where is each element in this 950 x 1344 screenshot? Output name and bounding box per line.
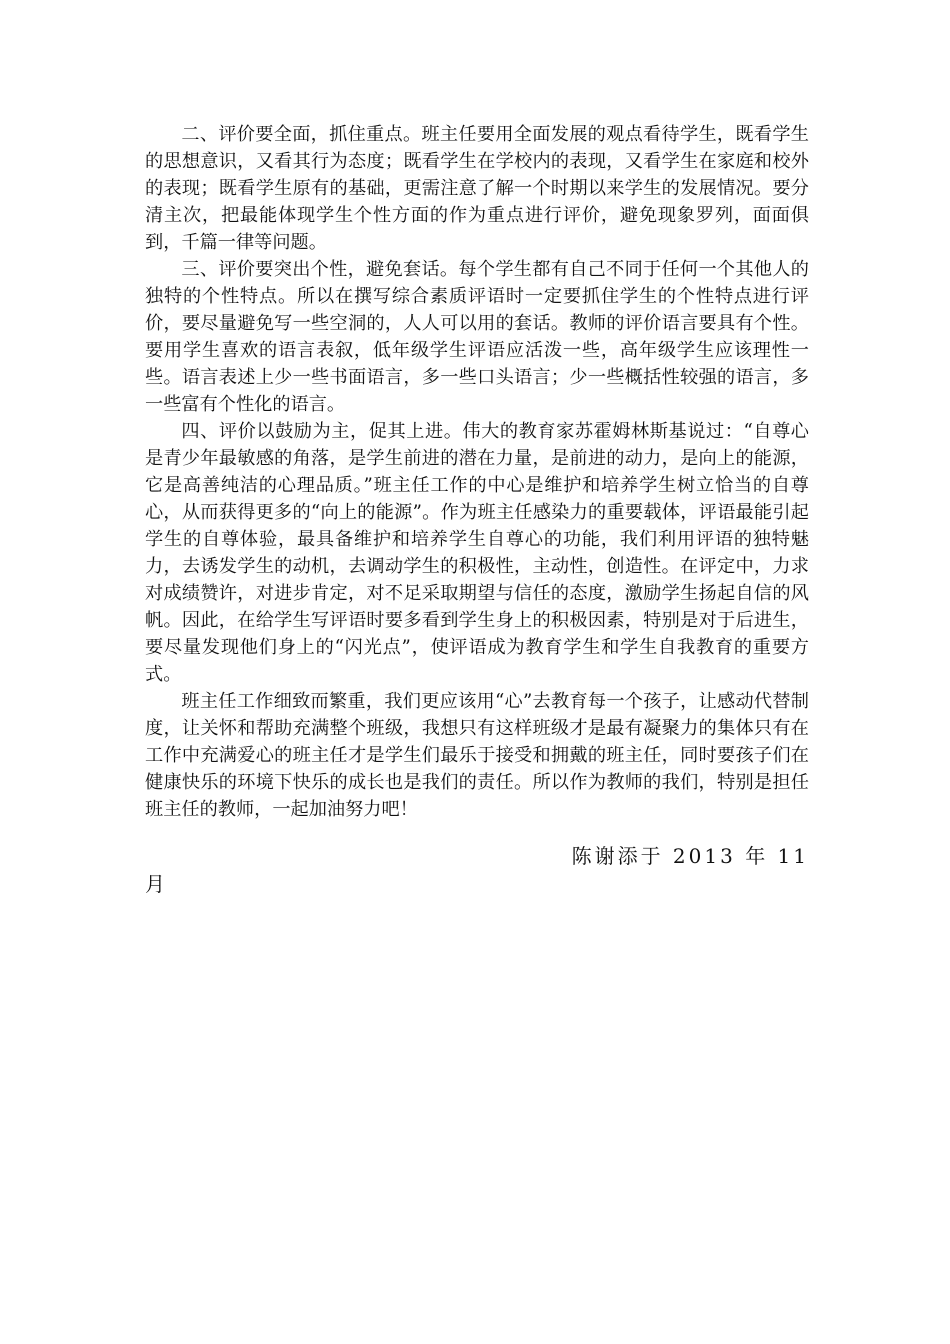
paragraph-evaluation-encouragement: 四、评价以鼓励为主，促其上进。伟大的教育家苏霍姆林斯基说过：“自尊心是青少年最敏感的角落，是学生前进的潜在力量，是前进的动力，是向上的能源，它是高善纯洁的心理品质。”班主任工作的中心是维护和培养学生树立恰当的自尊心，从而获得更多的“向上的能源”。作为班主任感染力的重要载体，评语最能引起学生的自尊体验，最具备维护和培养学生自尊心的功能，我们利用评语的独特魅力，去诱发学生的动机，去调动学生的积极性，主动性，创造性。在评定中，力求对成绩赞许，对进步肯定，对不足采取期望与信任的态度，激励学生扬起自信的风帆。因此，在给学生写评语时要多看到学生身上的积极因素，特别是对于后进生，要尽量发现他们身上的“闪光点”，使评语成为教育学生和学生自我教育的重要方式。 xyxy=(145,421,809,685)
signature-author-date: 陈谢添于 2013 年 11 xyxy=(571,844,809,868)
signature-month: 月 xyxy=(145,872,165,896)
paragraph-conclusion: 班主任工作细致而繁重，我们更应该用“心”去教育每一个孩子，让感动代替制度，让关怀和帮助充满整个班级，我想只有这样班级才是最有凝聚力的集体只有在工作中充满爱心的班主任才是学生们最乐于接受和拥戴的班主任，同时要孩子们在健康快乐的环境下快乐的成长也是我们的责任。所以作为教师的我们，特别是担任班主任的教师，一起加油努力吧！ xyxy=(145,691,809,820)
paragraph-evaluation-individuality: 三、评价要突出个性，避免套话。每个学生都有自己不同于任何一个其他人的独特的个性特点。所以在撰写综合素质评语时一定要抓住学生的个性特点进行评价，要尽量避免写一些空洞的，人人可以用的套话。教师的评价语言要具有个性。要用学生喜欢的语言表叙，低年级学生评语应活泼一些，高年级学生应该理性一些。语言表述上少一些书面语言，多一些口头语言；少一些概括性较强的语言，多一些富有个性化的语言。 xyxy=(145,259,809,415)
paragraph-evaluation-comprehensive: 二、评价要全面，抓住重点。班主任要用全面发展的观点看待学生，既看学生的思想意识，又看其行为态度；既看学生在学校内的表现，又看学生在家庭和校外的表现；既看学生原有的基础，更需注意了解一个时期以来学生的发展情况。要分清主次，把最能体现学生个性方面的作为重点进行评价，避免现象罗列，面面俱到，千篇一律等问题。 xyxy=(145,124,809,253)
signature-block xyxy=(145,842,809,898)
document-body xyxy=(145,121,809,823)
